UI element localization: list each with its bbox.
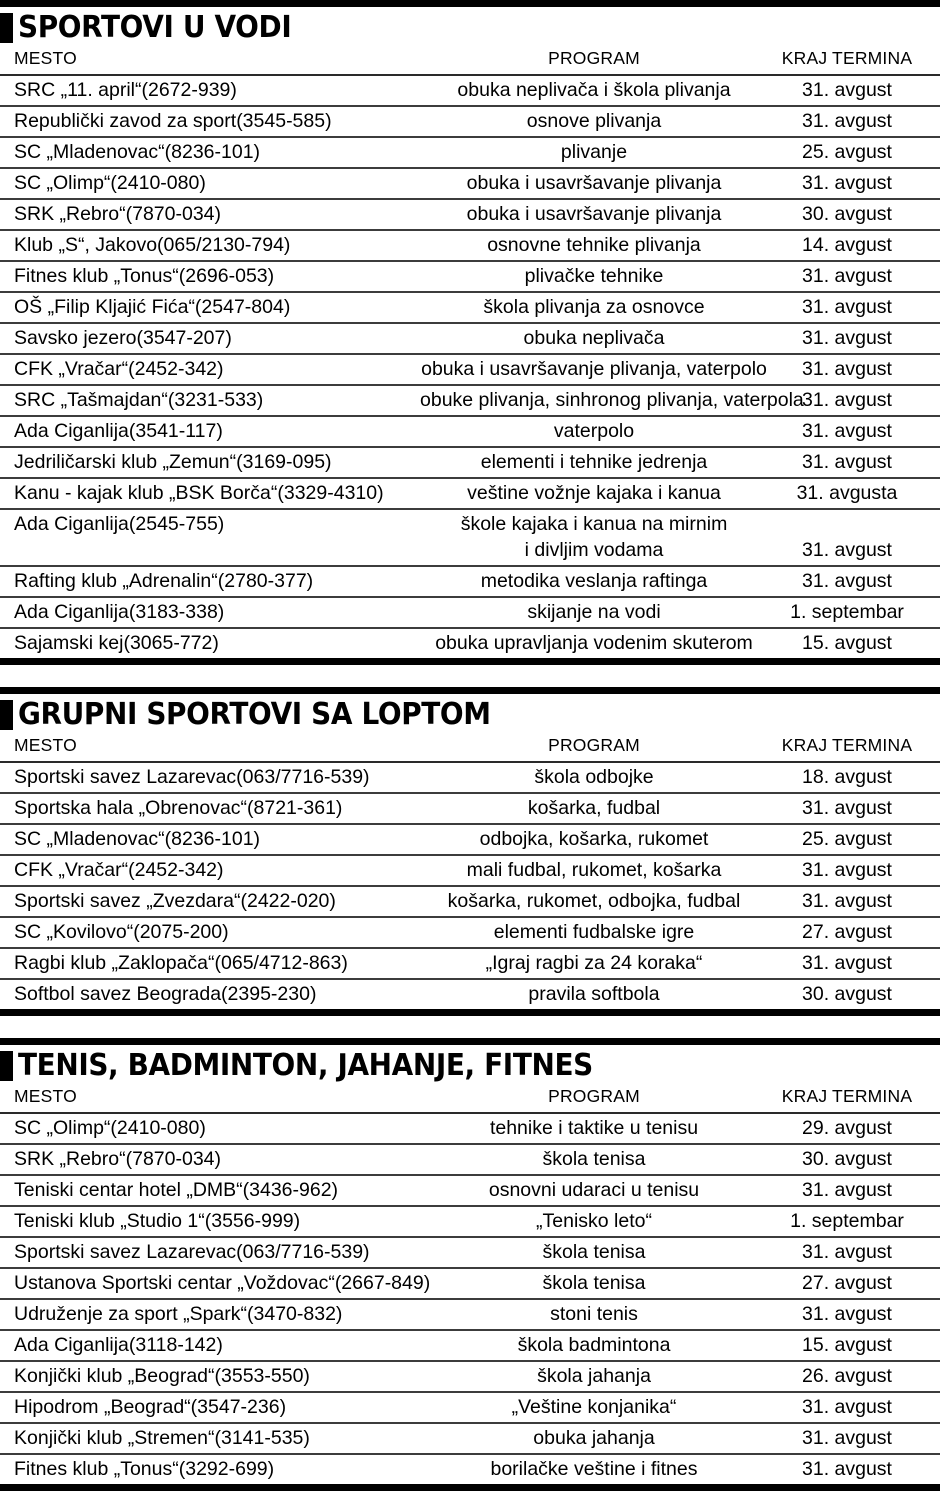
cell-kraj-termina: 31. avgust	[768, 354, 940, 385]
schedule-table	[0, 1085, 940, 1484]
table-row	[0, 509, 940, 566]
cell-mesto: Teniski centar hotel „DMB“(3436-962)	[0, 1175, 420, 1206]
cell-mesto: SRC „Tašmajdan“(3231-533)	[0, 385, 420, 416]
table-row	[0, 1175, 940, 1206]
cell-kraj-termina: 31. avgust	[768, 168, 940, 199]
cell-program: obuka neplivača	[420, 323, 768, 354]
cell-mesto: SRK „Rebro“(7870-034)	[0, 199, 420, 230]
cell-kraj-termina: 25. avgust	[768, 824, 940, 855]
cell-program: košarka, rukomet, odbojka, fudbal	[420, 886, 768, 917]
table-row	[0, 354, 940, 385]
table-row	[0, 948, 940, 979]
cell-program: škola odbojke	[420, 762, 768, 793]
cell-mesto: Ada Ciganlija(2545-755)	[0, 509, 420, 566]
cell-kraj-termina: 31. avgust	[768, 1392, 940, 1423]
cell-mesto: Konjički klub „Stremen“(3141-535)	[0, 1423, 420, 1454]
table-row	[0, 1237, 940, 1268]
cell-kraj-termina: 31. avgust	[768, 416, 940, 447]
cell-mesto: SRC „11. april“(2672-939)	[0, 75, 420, 106]
cell-kraj-termina: 31. avgust	[768, 948, 940, 979]
cell-program: elementi fudbalske igre	[420, 917, 768, 948]
table-row	[0, 917, 940, 948]
sport-section	[0, 687, 940, 1016]
cell-program	[420, 509, 768, 566]
cell-program: plivanje	[420, 137, 768, 168]
cell-kraj-termina: 27. avgust	[768, 917, 940, 948]
cell-program: obuka jahanja	[420, 1423, 768, 1454]
table-row	[0, 824, 940, 855]
cell-program: obuka neplivača i škola plivanja	[420, 75, 768, 106]
cell-program: odbojka, košarka, rukomet	[420, 824, 768, 855]
table-row	[0, 230, 940, 261]
cell-kraj-termina: 31. avgust	[768, 1299, 940, 1330]
cell-mesto: Republički zavod za sport(3545-585)	[0, 106, 420, 137]
cell-kraj-termina: 30. avgust	[768, 199, 940, 230]
cell-kraj-termina: 31. avgust	[768, 292, 940, 323]
table-row	[0, 261, 940, 292]
table-row	[0, 597, 940, 628]
cell-kraj-termina: 27. avgust	[768, 1268, 940, 1299]
table-row	[0, 75, 940, 106]
table-row	[0, 886, 940, 917]
schedule-table	[0, 47, 940, 658]
cell-program: borilačke veštine i fitnes	[420, 1454, 768, 1484]
table-row	[0, 855, 940, 886]
cell-kraj-termina: 29. avgust	[768, 1113, 940, 1144]
cell-program: osnove plivanja	[420, 106, 768, 137]
column-header-kraj-termina: KRAJ TERMINA	[781, 735, 913, 755]
cell-program: osnovne tehnike plivanja	[420, 230, 768, 261]
table-row	[0, 1423, 940, 1454]
table-row	[0, 292, 940, 323]
table-row	[0, 1206, 940, 1237]
cell-kraj-termina: 26. avgust	[768, 1361, 940, 1392]
cell-mesto: Rafting klub „Adrenalin“(2780-377)	[0, 566, 420, 597]
column-header-program: PROGRAM	[548, 1086, 640, 1106]
cell-mesto: Jedriličarski klub „Zemun“(3169-095)	[0, 447, 420, 478]
table-row	[0, 323, 940, 354]
cell-mesto: Kanu - kajak klub „BSK Borča“(3329-4310)	[0, 478, 420, 509]
table-header-row	[0, 1085, 940, 1113]
cell-program: elementi i tehnike jedrenja	[420, 447, 768, 478]
table-row	[0, 1392, 940, 1423]
cell-program: škola plivanja za osnovce	[420, 292, 768, 323]
cell-kraj-termina: 31. avgust	[768, 323, 940, 354]
cell-program: obuke plivanja, sinhronog plivanja, vaterpola	[420, 385, 768, 416]
cell-mesto: Konjički klub „Beograd“(3553-550)	[0, 1361, 420, 1392]
cell-program: obuka upravljanja vodenim skuterom	[420, 628, 768, 658]
table-row	[0, 1299, 940, 1330]
table-row	[0, 1330, 940, 1361]
cell-mesto: SC „Olimp“(2410-080)	[0, 168, 420, 199]
cell-program: skijanje na vodi	[420, 597, 768, 628]
cell-kraj-termina: 1. septembar	[768, 597, 940, 628]
cell-mesto: Sportski savez Lazarevac(063/7716-539)	[0, 1237, 420, 1268]
cell-kraj-termina: 31. avgust	[768, 1237, 940, 1268]
table-row	[0, 793, 940, 824]
table-row	[0, 566, 940, 597]
cell-program: stoni tenis	[420, 1299, 768, 1330]
section-bottom-rule	[0, 1009, 940, 1016]
column-header-program: PROGRAM	[548, 735, 640, 755]
section-marker-icon	[0, 1051, 13, 1081]
cell-kraj-termina: 15. avgust	[768, 1330, 940, 1361]
cell-mesto: Sportska hala „Obrenovac“(8721-361)	[0, 793, 420, 824]
cell-mesto: Savsko jezero(3547-207)	[0, 323, 420, 354]
cell-mesto: OŠ „Filip Kljajić Fića“(2547-804)	[0, 292, 420, 323]
column-header-kraj-termina: KRAJ TERMINA	[781, 1086, 913, 1106]
cell-mesto: CFK „Vračar“(2452-342)	[0, 855, 420, 886]
cell-mesto: Ustanova Sportski centar „Voždovac“(2667-849)	[0, 1268, 420, 1299]
cell-kraj-termina: 31. avgust	[768, 447, 940, 478]
cell-kraj-termina: 31. avgust	[768, 886, 940, 917]
table-row	[0, 137, 940, 168]
cell-kraj-termina: 31. avgust	[768, 1175, 940, 1206]
column-header-mesto: MESTO	[14, 735, 77, 755]
table-row	[0, 385, 940, 416]
cell-program: „Igraj ragbi za 24 koraka“	[420, 948, 768, 979]
cell-kraj-termina: 15. avgust	[768, 628, 940, 658]
section-bottom-rule	[0, 658, 940, 665]
cell-kraj-termina: 31. avgusta	[768, 478, 940, 509]
section-top-rule	[0, 0, 940, 7]
cell-program: mali fudbal, rukomet, košarka	[420, 855, 768, 886]
cell-kraj-termina: 31. avgust	[768, 75, 940, 106]
cell-mesto: Fitnes klub „Tonus“(3292-699)	[0, 1454, 420, 1484]
table-row	[0, 478, 940, 509]
section-marker-icon	[0, 700, 13, 730]
cell-mesto: Klub „S“, Jakovo(065/2130-794)	[0, 230, 420, 261]
section-title: TENIS, BADMINTON, JAHANJE, FITNES	[18, 1048, 593, 1083]
cell-kraj-termina: 31. avgust	[768, 1454, 940, 1484]
cell-program: „Veštine konjanika“	[420, 1392, 768, 1423]
cell-mesto: SC „Kovilovo“(2075-200)	[0, 917, 420, 948]
cell-mesto: Ada Ciganlija(3118-142)	[0, 1330, 420, 1361]
cell-kraj-termina: 25. avgust	[768, 137, 940, 168]
table-row	[0, 168, 940, 199]
cell-mesto: SC „Mladenovac“(8236-101)	[0, 137, 420, 168]
cell-program: osnovni udaraci u tenisu	[420, 1175, 768, 1206]
cell-program: škola badmintona	[420, 1330, 768, 1361]
cell-kraj-termina: 31. avgust	[768, 793, 940, 824]
cell-mesto: SC „Mladenovac“(8236-101)	[0, 824, 420, 855]
cell-kraj-termina: 30. avgust	[768, 1144, 940, 1175]
cell-mesto: SRK „Rebro“(7870-034)	[0, 1144, 420, 1175]
table-header-row	[0, 734, 940, 762]
cell-kraj-termina: 1. septembar	[768, 1206, 940, 1237]
cell-program: pravila softbola	[420, 979, 768, 1009]
cell-mesto: Hipodrom „Beograd“(3547-236)	[0, 1392, 420, 1423]
table-row	[0, 416, 940, 447]
cell-mesto: Ada Ciganlija(3183-338)	[0, 597, 420, 628]
cell-program: obuka i usavršavanje plivanja	[420, 168, 768, 199]
cell-program: obuka i usavršavanje plivanja, vaterpolo	[420, 354, 768, 385]
section-heading	[0, 1045, 940, 1085]
column-header-mesto: MESTO	[14, 1086, 77, 1106]
section-heading	[0, 7, 940, 47]
table-row	[0, 762, 940, 793]
cell-program: škola jahanja	[420, 1361, 768, 1392]
cell-mesto: Sajamski kej(3065-772)	[0, 628, 420, 658]
cell-program-line-2: i divljim vodama	[524, 539, 664, 561]
cell-mesto: Sportski savez Lazarevac(063/7716-539)	[0, 762, 420, 793]
table-row	[0, 979, 940, 1009]
cell-program: vaterpolo	[420, 416, 768, 447]
cell-kraj-termina: 14. avgust	[768, 230, 940, 261]
cell-kraj-termina: 18. avgust	[768, 762, 940, 793]
cell-program: škola tenisa	[420, 1144, 768, 1175]
cell-mesto: Ragbi klub „Zaklopača“(065/4712-863)	[0, 948, 420, 979]
table-row	[0, 1113, 940, 1144]
cell-program: škola tenisa	[420, 1268, 768, 1299]
cell-kraj-termina: 31. avgust	[768, 509, 940, 566]
cell-program: metodika veslanja raftinga	[420, 566, 768, 597]
table-row	[0, 1454, 940, 1484]
cell-mesto: CFK „Vračar“(2452-342)	[0, 354, 420, 385]
cell-kraj-termina: 31. avgust	[768, 1423, 940, 1454]
section-title: SPORTOVI U VODI	[18, 10, 292, 45]
cell-program: veštine vožnje kajaka i kanua	[420, 478, 768, 509]
cell-mesto: Ada Ciganlija(3541-117)	[0, 416, 420, 447]
cell-program: tehnike i taktike u tenisu	[420, 1113, 768, 1144]
cell-program-line-1: škole kajaka i kanua na mirnim	[460, 513, 728, 535]
column-header-kraj-termina: KRAJ TERMINA	[781, 48, 913, 68]
cell-mesto: Softbol savez Beograda(2395-230)	[0, 979, 420, 1009]
section-top-rule	[0, 687, 940, 694]
schedule-table	[0, 734, 940, 1009]
cell-program: plivačke tehnike	[420, 261, 768, 292]
table-row	[0, 106, 940, 137]
section-bottom-rule	[0, 1484, 940, 1491]
cell-mesto: Teniski klub „Studio 1“(3556-999)	[0, 1206, 420, 1237]
cell-kraj-termina: 31. avgust	[768, 106, 940, 137]
cell-program: košarka, fudbal	[420, 793, 768, 824]
table-row	[0, 447, 940, 478]
column-header-program: PROGRAM	[548, 48, 640, 68]
cell-kraj-termina: 30. avgust	[768, 979, 940, 1009]
cell-program: „Tenisko leto“	[420, 1206, 768, 1237]
section-heading	[0, 694, 940, 734]
column-header-mesto: MESTO	[14, 48, 77, 68]
table-row	[0, 628, 940, 658]
cell-kraj-termina: 31. avgust	[768, 385, 940, 416]
cell-mesto: Sportski savez „Zvezdara“(2422-020)	[0, 886, 420, 917]
sport-section	[0, 0, 940, 665]
cell-kraj-termina: 31. avgust	[768, 566, 940, 597]
table-row	[0, 1361, 940, 1392]
cell-kraj-termina: 31. avgust	[768, 855, 940, 886]
section-top-rule	[0, 1038, 940, 1045]
table-header-row	[0, 47, 940, 75]
cell-mesto: Udruženje za sport „Spark“(3470-832)	[0, 1299, 420, 1330]
sport-section	[0, 1038, 940, 1491]
cell-program: škola tenisa	[420, 1237, 768, 1268]
section-marker-icon	[0, 13, 13, 43]
cell-kraj-termina: 31. avgust	[768, 261, 940, 292]
cell-program: obuka i usavršavanje plivanja	[420, 199, 768, 230]
section-title: GRUPNI SPORTOVI SA LOPTOM	[18, 697, 491, 732]
table-row	[0, 1268, 940, 1299]
cell-mesto: SC „Olimp“(2410-080)	[0, 1113, 420, 1144]
cell-mesto: Fitnes klub „Tonus“(2696-053)	[0, 261, 420, 292]
table-row	[0, 1144, 940, 1175]
table-row	[0, 199, 940, 230]
